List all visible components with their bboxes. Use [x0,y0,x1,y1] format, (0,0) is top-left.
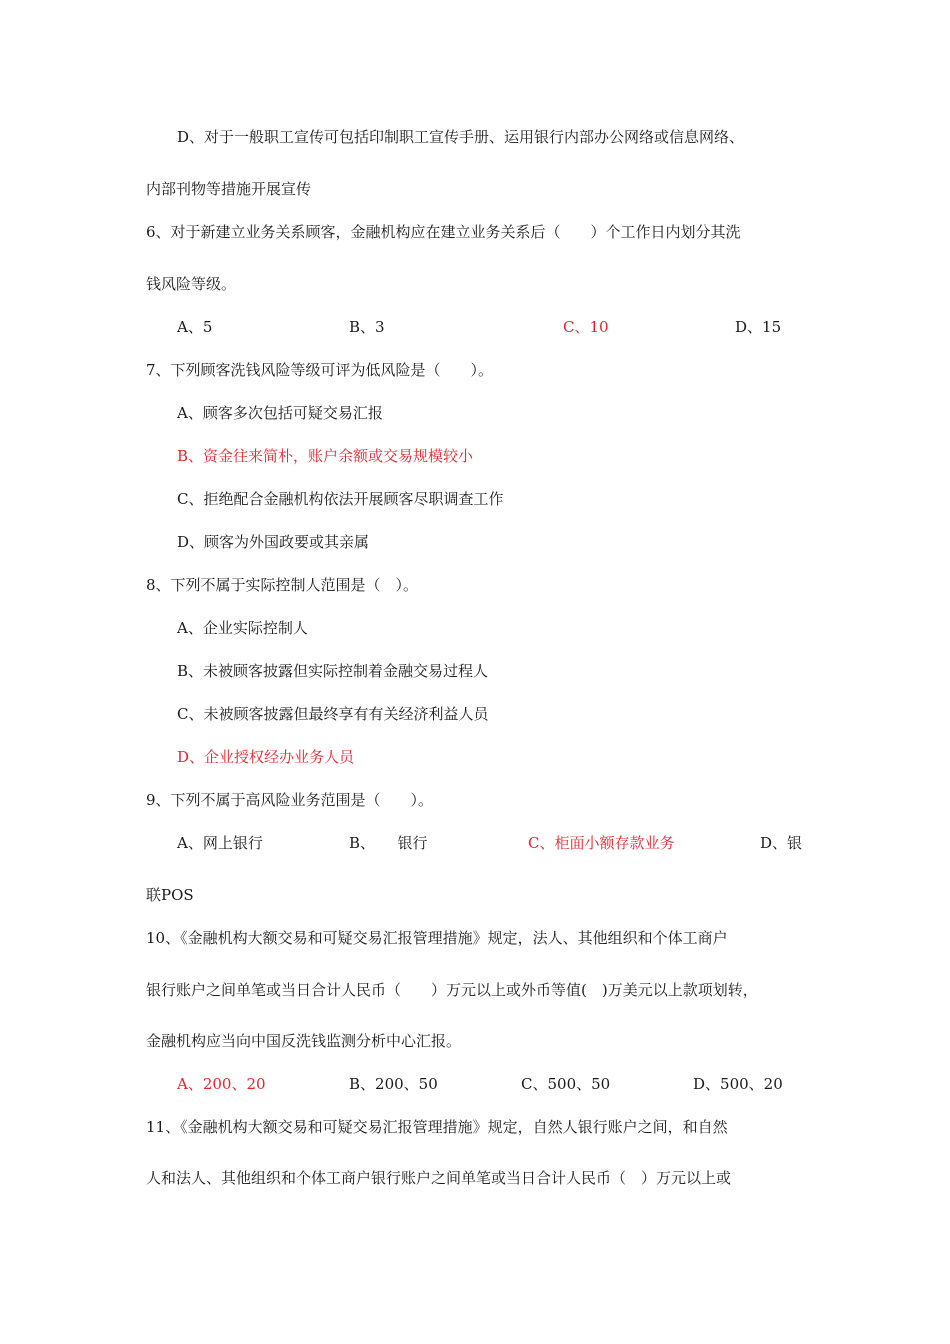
q9-option-c-answer: C、柜面小额存款业务 [528,834,675,852]
q11-stem-line2: 人和法人、其他组织和个体工商户银行账户之间单笔或当日合计人民币（ ）万元以上或 [146,1169,732,1187]
q8-stem: 8、下列不属于实际控制人范围是（ ）。 [146,576,419,594]
q7-option-b-answer: B、资金往来简朴，账户余额或交易规模较小 [177,447,474,465]
q6-stem-line1: 6、对于新建立业务关系顾客，金融机构应在建立业务关系后（ ）个工作日内划分其洗 [146,223,741,241]
q10-stem-line1: 10、《金融机构大额交易和可疑交易汇报管理措施》规定，法人、其他组织和个体工商户 [146,929,728,947]
q6-option-b: B、3 [349,318,385,336]
q8-option-d-answer: D、企业授权经办业务人员 [177,748,355,766]
q9-stem: 9、下列不属于高风险业务范围是（ ）。 [146,791,434,809]
q7-option-d: D、顾客为外国政要或其亲属 [177,533,370,551]
q6-stem-line2: 钱风险等级。 [146,275,237,293]
q8-option-c: C、未被顾客披露但最终享有有关经济利益人员 [177,705,489,723]
q7-option-a: A、顾客多次包括可疑交易汇报 [177,404,383,422]
q11-stem-line1: 11、《金融机构大额交易和可疑交易汇报管理措施》规定，自然人银行账户之间，和自然 [146,1118,728,1136]
q7-stem: 7、下列顾客洗钱风险等级可评为低风险是（ ）。 [146,361,494,379]
q9-option-b: B、 银行 [349,834,428,852]
q9-option-d-continued: 联POS [146,886,194,904]
q9-option-d: D、银 [760,834,803,852]
q10-option-c: C、500、50 [521,1075,611,1093]
q5-option-d-line2: 内部刊物等措施开展宣传 [146,180,312,198]
q9-option-a: A、网上银行 [177,834,263,852]
q10-option-d: D、500、20 [693,1075,783,1093]
q10-stem-line3: 金融机构应当向中国反洗钱监测分析中心汇报。 [146,1032,462,1050]
q8-option-a: A、企业实际控制人 [177,619,308,637]
q6-option-d: D、15 [735,318,782,336]
q10-option-a-answer: A、200、20 [177,1075,266,1093]
q8-option-b: B、未被顾客披露但实际控制着金融交易过程人 [177,662,489,680]
q5-option-d-line1: D、对于一般职工宣传可包括印制职工宣传手册、运用银行内部办公网络或信息网络、 [177,128,745,146]
q6-option-c-answer: C、10 [563,318,609,336]
q6-option-a: A、5 [177,318,213,336]
q7-option-c: C、拒绝配合金融机构依法开展顾客尽职调查工作 [177,490,504,508]
q10-option-b: B、200、50 [349,1075,438,1093]
q10-stem-line2: 银行账户之间单笔或当日合计人民币（ ）万元以上或外币等值( )万美元以上款项划转， [146,981,758,999]
